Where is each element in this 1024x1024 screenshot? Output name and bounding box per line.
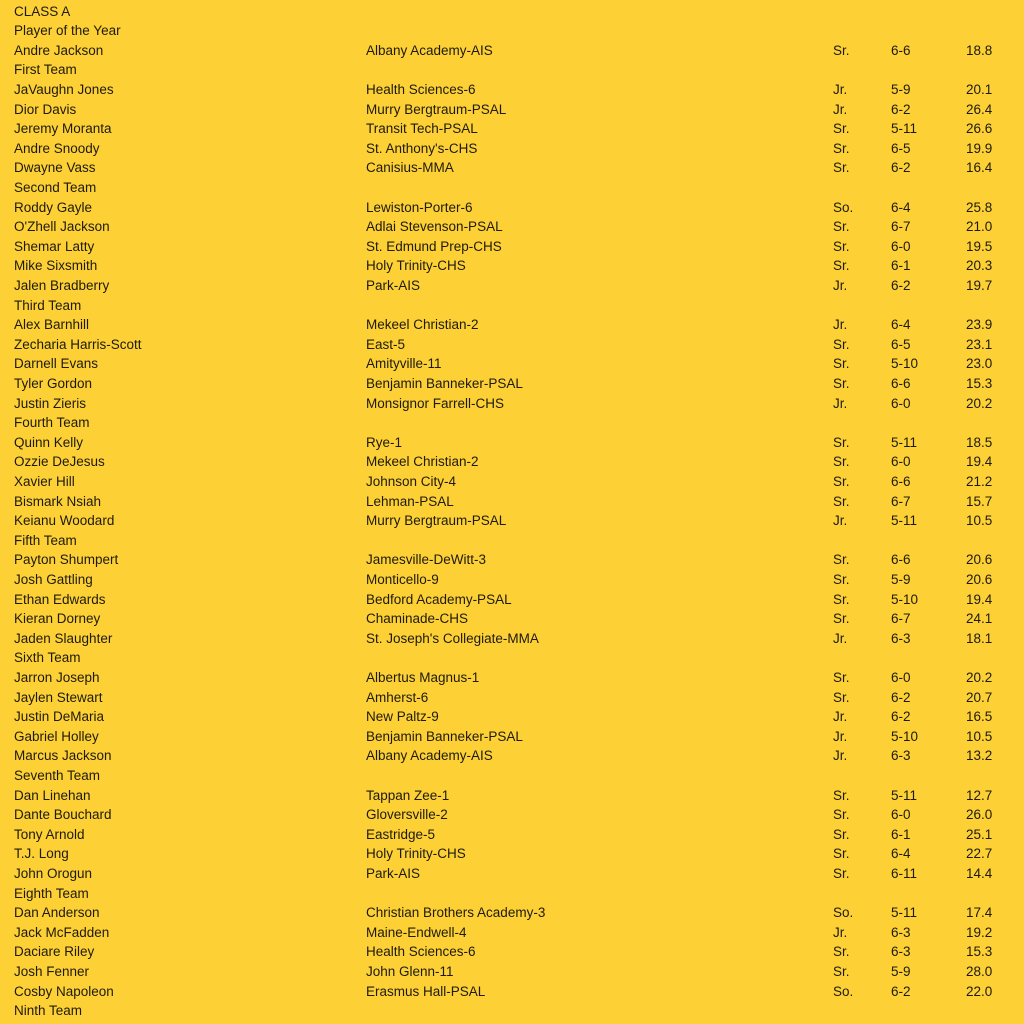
section-heading-row <box>0 766 1024 786</box>
player-class: Jr. <box>833 709 848 725</box>
player-class: Sr. <box>833 826 850 842</box>
player-class: Jr. <box>833 748 848 764</box>
player-ppg: 19.2 <box>966 924 993 940</box>
player-ppg: 22.7 <box>966 846 993 862</box>
section-heading-row <box>0 648 1024 668</box>
player-name: Darnell Evans <box>14 356 99 372</box>
player-height: 5-9 <box>891 571 911 587</box>
player-class: So. <box>833 983 854 999</box>
player-school: New Paltz-9 <box>366 709 439 725</box>
player-height: 6-7 <box>891 493 911 509</box>
player-school: Monticello-9 <box>366 571 439 587</box>
player-name: Andre Snoody <box>14 140 100 156</box>
player-class: So. <box>833 199 854 215</box>
player-ppg: 19.4 <box>966 591 993 607</box>
section-heading-row <box>0 60 1024 80</box>
player-class: Sr. <box>833 611 850 627</box>
player-name: Tony Arnold <box>14 826 85 842</box>
player-row <box>0 844 1024 864</box>
player-ppg: 19.4 <box>966 454 993 470</box>
player-school: Park-AIS <box>366 865 421 881</box>
player-ppg: 19.9 <box>966 140 993 156</box>
player-height: 6-2 <box>891 277 911 293</box>
player-ppg: 20.6 <box>966 571 993 587</box>
player-school: Canisius-MMA <box>366 160 454 176</box>
player-name: Alex Barnhill <box>14 317 90 333</box>
player-ppg: 20.7 <box>966 689 993 705</box>
player-ppg: 17.4 <box>966 905 993 921</box>
section-heading: First Team <box>14 62 77 78</box>
player-height: 5-11 <box>891 121 918 137</box>
player-height: 6-0 <box>891 238 911 254</box>
player-school: Holy Trinity-CHS <box>366 258 466 274</box>
player-row <box>0 864 1024 884</box>
player-row <box>0 158 1024 178</box>
player-name: O'Zhell Jackson <box>14 219 110 235</box>
player-ppg: 26.4 <box>966 101 993 117</box>
player-row <box>0 433 1024 453</box>
player-school: Amityville-11 <box>366 356 442 372</box>
player-ppg: 21.2 <box>966 473 993 489</box>
player-class: Sr. <box>833 121 850 137</box>
player-row <box>0 198 1024 218</box>
section-heading: Third Team <box>14 297 82 313</box>
section-heading: Ninth Team <box>14 1003 83 1019</box>
player-row <box>0 707 1024 727</box>
player-height: 5-11 <box>891 434 918 450</box>
section-heading-row <box>0 1001 1024 1021</box>
player-school: Tappan Zee-1 <box>366 787 450 803</box>
player-row <box>0 452 1024 472</box>
player-row <box>0 511 1024 531</box>
player-school: St. Joseph's Collegiate-MMA <box>366 630 539 646</box>
player-ppg: 16.5 <box>966 709 993 725</box>
player-height: 6-2 <box>891 983 911 999</box>
player-ppg: 20.2 <box>966 395 993 411</box>
player-row <box>0 727 1024 747</box>
player-school: Bedford Academy-PSAL <box>366 591 512 607</box>
player-school: Transit Tech-PSAL <box>366 121 478 137</box>
player-row <box>0 825 1024 845</box>
player-school: Jamesville-DeWitt-3 <box>366 552 487 568</box>
player-school: Mekeel Christian-2 <box>366 454 479 470</box>
player-height: 6-2 <box>891 160 911 176</box>
player-school: Mekeel Christian-2 <box>366 317 479 333</box>
section-heading: Sixth Team <box>14 650 81 666</box>
player-class: Sr. <box>833 454 850 470</box>
player-ppg: 18.8 <box>966 42 993 58</box>
player-name: Marcus Jackson <box>14 748 112 764</box>
player-name: Justin DeMaria <box>14 709 105 725</box>
player-school: Murry Bergtraum-PSAL <box>366 513 507 529</box>
player-row <box>0 982 1024 1002</box>
player-school: Eastridge-5 <box>366 826 436 842</box>
player-ppg: 12.7 <box>966 787 993 803</box>
section-heading: Fourth Team <box>14 415 90 431</box>
player-height: 6-7 <box>891 219 911 235</box>
player-row <box>0 942 1024 962</box>
player-class: Sr. <box>833 258 850 274</box>
player-class: Sr. <box>833 807 850 823</box>
player-height: 6-4 <box>891 199 911 215</box>
player-row <box>0 276 1024 296</box>
player-school: St. Anthony's-CHS <box>366 140 478 156</box>
player-ppg: 16.4 <box>966 160 993 176</box>
player-ppg: 18.5 <box>966 434 993 450</box>
player-name: Jaden Slaughter <box>14 630 113 646</box>
player-class: Sr. <box>833 375 850 391</box>
player-school: Park-AIS <box>366 277 421 293</box>
player-height: 5-10 <box>891 728 919 744</box>
player-class: Jr. <box>833 81 848 97</box>
player-height: 6-2 <box>891 709 911 725</box>
player-name: Zecharia Harris-Scott <box>14 336 142 352</box>
section-heading: Second Team <box>14 179 97 195</box>
player-class: Sr. <box>833 238 850 254</box>
player-height: 6-6 <box>891 42 911 58</box>
player-class: Sr. <box>833 140 850 156</box>
player-height: 5-11 <box>891 513 918 529</box>
player-school: Lewiston-Porter-6 <box>366 199 473 215</box>
player-ppg: 19.7 <box>966 277 993 293</box>
player-school: John Glenn-11 <box>366 963 454 979</box>
player-name: Kieran Dorney <box>14 611 101 627</box>
player-height: 5-11 <box>891 787 918 803</box>
player-name: Quinn Kelly <box>14 434 84 450</box>
player-row <box>0 923 1024 943</box>
player-name: T.J. Long <box>14 846 69 862</box>
player-row <box>0 139 1024 159</box>
player-height: 6-0 <box>891 807 911 823</box>
player-school: Maine-Endwell-4 <box>366 924 467 940</box>
player-height: 6-3 <box>891 944 911 960</box>
player-row <box>0 394 1024 414</box>
player-school: East-5 <box>366 336 406 352</box>
player-name: Dwayne Vass <box>14 160 96 176</box>
player-row <box>0 746 1024 766</box>
player-row <box>0 629 1024 649</box>
player-name: Justin Zieris <box>14 395 87 411</box>
player-name: Keianu Woodard <box>14 513 115 529</box>
player-school: Johnson City-4 <box>366 473 457 489</box>
player-class: Sr. <box>833 689 850 705</box>
player-row <box>0 590 1024 610</box>
player-ppg: 23.1 <box>966 336 993 352</box>
section-heading: CLASS A <box>14 3 71 19</box>
player-class: Sr. <box>833 787 850 803</box>
player-class: Sr. <box>833 493 850 509</box>
player-ppg: 10.5 <box>966 728 993 744</box>
player-school: Adlai Stevenson-PSAL <box>366 219 503 235</box>
player-school: Chaminade-CHS <box>366 611 469 627</box>
player-height: 6-0 <box>891 395 911 411</box>
player-class: Jr. <box>833 395 848 411</box>
player-name: Jeremy Moranta <box>14 121 112 137</box>
player-school: Albany Academy-AIS <box>366 748 493 764</box>
player-height: 6-7 <box>891 611 911 627</box>
player-class: Jr. <box>833 277 848 293</box>
section-heading-row <box>0 531 1024 551</box>
player-height: 6-1 <box>891 258 911 274</box>
player-name: Josh Fenner <box>14 963 90 979</box>
player-ppg: 15.7 <box>966 493 993 509</box>
player-row <box>0 668 1024 688</box>
player-height: 5-10 <box>891 591 919 607</box>
player-height: 6-5 <box>891 140 911 156</box>
player-row <box>0 609 1024 629</box>
player-ppg: 19.5 <box>966 238 993 254</box>
player-height: 6-0 <box>891 454 911 470</box>
player-ppg: 13.2 <box>966 748 993 764</box>
player-row <box>0 315 1024 335</box>
player-name: Jack McFadden <box>14 924 110 940</box>
player-row <box>0 805 1024 825</box>
player-class: Sr. <box>833 865 850 881</box>
player-row <box>0 570 1024 590</box>
player-school: Albany Academy-AIS <box>366 42 493 58</box>
section-heading: Fifth Team <box>14 532 77 548</box>
player-class: Jr. <box>833 513 848 529</box>
player-ppg: 21.0 <box>966 219 993 235</box>
player-name: Roddy Gayle <box>14 199 93 215</box>
player-school: St. Edmund Prep-CHS <box>366 238 502 254</box>
section-heading: Eighth Team <box>14 885 89 901</box>
section-heading: Seventh Team <box>14 767 101 783</box>
player-school: Amherst-6 <box>366 689 429 705</box>
player-ppg: 25.8 <box>966 199 993 215</box>
player-row <box>0 335 1024 355</box>
player-row <box>0 80 1024 100</box>
player-row <box>0 688 1024 708</box>
player-name: Jaylen Stewart <box>14 689 103 705</box>
player-row <box>0 119 1024 139</box>
player-row <box>0 237 1024 257</box>
player-ppg: 15.3 <box>966 375 993 391</box>
player-class: Sr. <box>833 42 850 58</box>
player-ppg: 23.0 <box>966 356 993 372</box>
player-class: Sr. <box>833 591 850 607</box>
player-name: Ethan Edwards <box>14 591 106 607</box>
player-class: Sr. <box>833 571 850 587</box>
player-height: 6-3 <box>891 924 911 940</box>
player-ppg: 20.3 <box>966 258 993 274</box>
player-height: 5-11 <box>891 905 918 921</box>
player-height: 6-4 <box>891 317 911 333</box>
player-school: Rye-1 <box>366 434 403 450</box>
player-row <box>0 256 1024 276</box>
section-heading: Player of the Year <box>14 23 121 39</box>
player-name: JaVaughn Jones <box>14 81 114 97</box>
player-name: Mike Sixsmith <box>14 258 98 274</box>
player-school: Murry Bergtraum-PSAL <box>366 101 507 117</box>
player-class: Sr. <box>833 336 850 352</box>
player-height: 6-1 <box>891 826 911 842</box>
section-heading-row <box>0 884 1024 904</box>
player-height: 5-9 <box>891 81 911 97</box>
player-class: Sr. <box>833 963 850 979</box>
player-name: Dior Davis <box>14 101 77 117</box>
player-name: Dan Anderson <box>14 905 100 921</box>
section-heading-row <box>0 296 1024 316</box>
player-name: Payton Shumpert <box>14 552 119 568</box>
player-name: Josh Gattling <box>14 571 93 587</box>
player-row <box>0 550 1024 570</box>
player-name: John Orogun <box>14 865 93 881</box>
player-class: Sr. <box>833 434 850 450</box>
player-ppg: 26.6 <box>966 121 993 137</box>
player-name: Dan Linehan <box>14 787 91 803</box>
player-school: Monsignor Farrell-CHS <box>366 395 505 411</box>
player-row <box>0 354 1024 374</box>
player-row <box>0 100 1024 120</box>
player-name: Daciare Riley <box>14 944 95 960</box>
player-class: Jr. <box>833 728 848 744</box>
player-school: Benjamin Banneker-PSAL <box>366 728 523 744</box>
player-class: Sr. <box>833 160 850 176</box>
player-class: Jr. <box>833 101 848 117</box>
player-height: 6-6 <box>891 552 911 568</box>
player-height: 6-2 <box>891 689 911 705</box>
player-ppg: 26.0 <box>966 807 993 823</box>
player-class: So. <box>833 905 854 921</box>
player-row <box>0 786 1024 806</box>
player-row <box>0 217 1024 237</box>
player-height: 6-0 <box>891 669 911 685</box>
player-ppg: 18.1 <box>966 630 993 646</box>
player-height: 6-6 <box>891 473 911 489</box>
player-ppg: 20.6 <box>966 552 993 568</box>
player-ppg: 20.2 <box>966 669 993 685</box>
player-school: Christian Brothers Academy-3 <box>366 905 546 921</box>
player-height: 5-10 <box>891 356 919 372</box>
section-heading-row <box>0 178 1024 198</box>
player-row <box>0 374 1024 394</box>
player-name: Bismark Nsiah <box>14 493 102 509</box>
player-school: Erasmus Hall-PSAL <box>366 983 486 999</box>
player-name: Gabriel Holley <box>14 728 99 744</box>
player-class: Jr. <box>833 317 848 333</box>
player-ppg: 24.1 <box>966 611 993 627</box>
player-height: 6-11 <box>891 865 918 881</box>
player-height: 6-2 <box>891 101 911 117</box>
player-height: 5-9 <box>891 963 911 979</box>
player-name: Dante Bouchard <box>14 807 112 823</box>
player-height: 6-6 <box>891 375 911 391</box>
player-height: 6-4 <box>891 846 911 862</box>
player-row <box>0 492 1024 512</box>
player-class: Jr. <box>833 924 848 940</box>
player-name: Shemar Latty <box>14 238 95 254</box>
player-school: Holy Trinity-CHS <box>366 846 466 862</box>
player-name: Xavier Hill <box>14 473 75 489</box>
player-name: Jarron Joseph <box>14 669 100 685</box>
player-class: Sr. <box>833 669 850 685</box>
player-height: 6-3 <box>891 748 911 764</box>
player-row <box>0 962 1024 982</box>
player-height: 6-5 <box>891 336 911 352</box>
player-class: Sr. <box>833 219 850 235</box>
player-class: Sr. <box>833 356 850 372</box>
player-school: Lehman-PSAL <box>366 493 454 509</box>
player-ppg: 22.0 <box>966 983 993 999</box>
player-class: Sr. <box>833 846 850 862</box>
player-height: 6-3 <box>891 630 911 646</box>
player-ppg: 20.1 <box>966 81 993 97</box>
player-school: Health Sciences-6 <box>366 944 476 960</box>
section-heading-row <box>0 413 1024 433</box>
player-row <box>0 472 1024 492</box>
player-ppg: 25.1 <box>966 826 993 842</box>
player-school: Health Sciences-6 <box>366 81 476 97</box>
player-ppg: 15.3 <box>966 944 993 960</box>
player-name: Jalen Bradberry <box>14 277 110 293</box>
player-name: Ozzie DeJesus <box>14 454 105 470</box>
player-row <box>0 41 1024 61</box>
player-ppg: 28.0 <box>966 963 993 979</box>
player-name: Cosby Napoleon <box>14 983 114 999</box>
player-name: Andre Jackson <box>14 42 104 58</box>
player-class: Jr. <box>833 630 848 646</box>
player-name: Tyler Gordon <box>14 375 93 391</box>
player-school: Benjamin Banneker-PSAL <box>366 375 523 391</box>
section-heading-row <box>0 21 1024 41</box>
section-heading-row <box>0 2 1024 22</box>
player-school: Albertus Magnus-1 <box>366 669 480 685</box>
player-class: Sr. <box>833 473 850 489</box>
player-class: Sr. <box>833 944 850 960</box>
player-ppg: 14.4 <box>966 865 993 881</box>
player-class: Sr. <box>833 552 850 568</box>
player-ppg: 23.9 <box>966 317 993 333</box>
player-school: Gloversville-2 <box>366 807 448 823</box>
player-ppg: 10.5 <box>966 513 993 529</box>
player-row <box>0 903 1024 923</box>
